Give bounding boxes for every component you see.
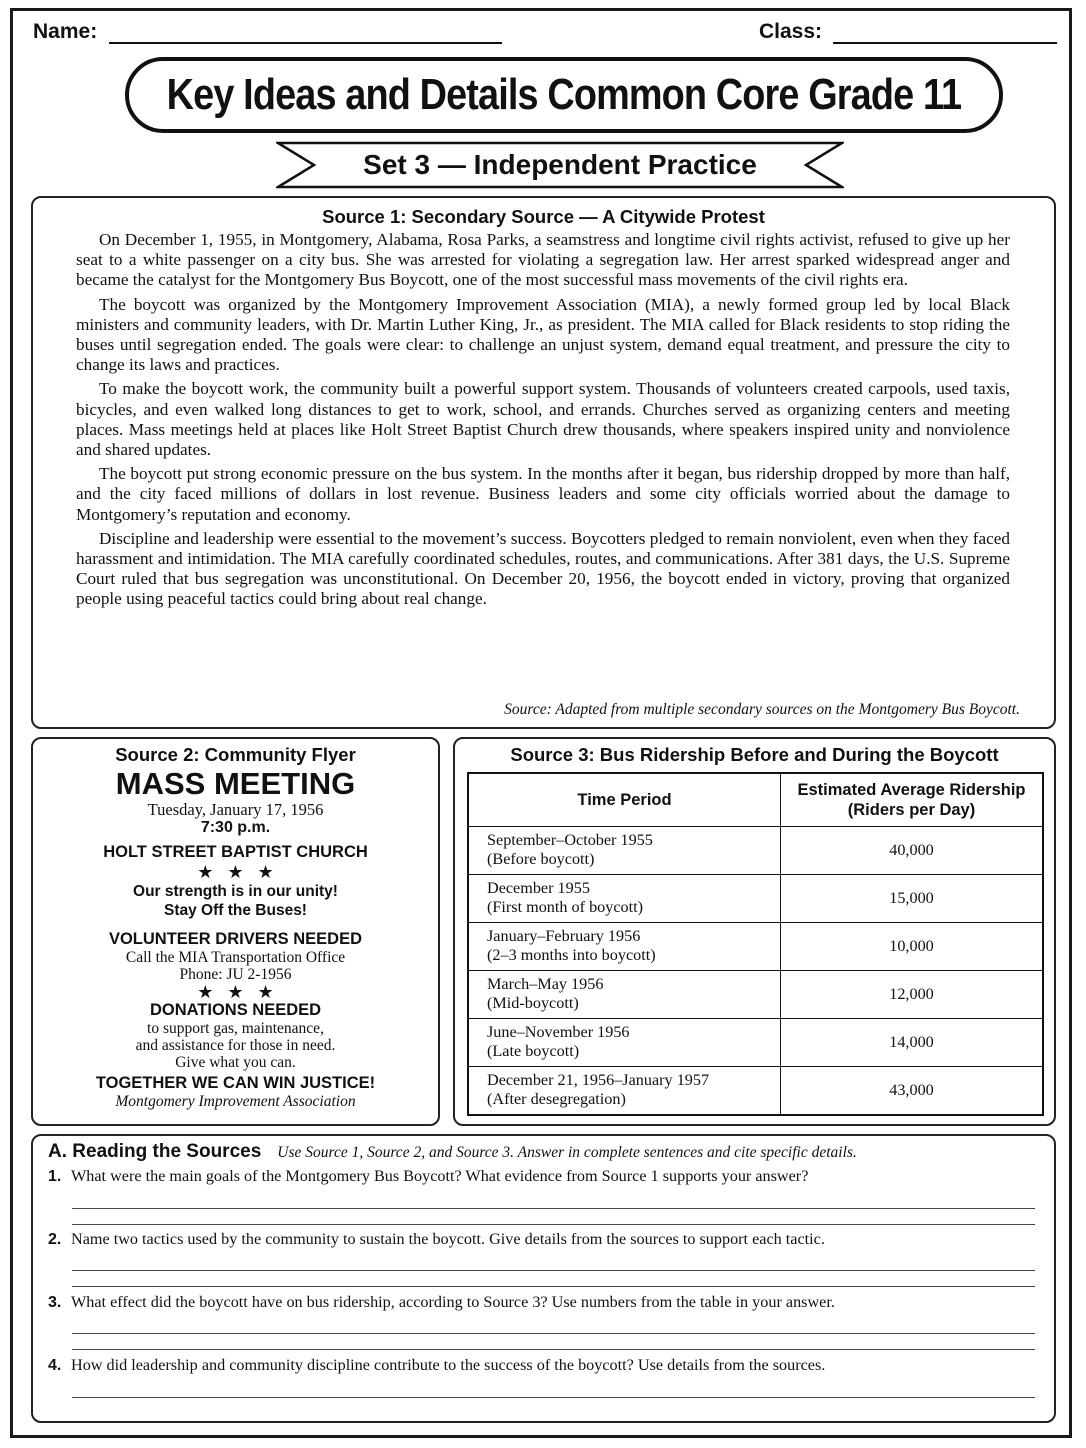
flyer-drivers-text: Call the MIA Transportation Office: [125, 949, 346, 966]
source1-paragraph: To make the boycott work, the community built a powerful support system. Thousands of volunteers created carpools, used taxis, bicycles, and even walked long distances to get to work, school, and errands. Churches served as organizing centers and meeting places. Mass meetings held at places like Holt Street Baptist Church drew thousands, where speakers inspired unity and nonviolence and shared updates.: [76, 379, 1010, 460]
flyer-phone: Phone: JU 2-1956: [179, 966, 292, 983]
question-item: [48, 1230, 1038, 1249]
flyer-title: MASS MEETING: [115, 766, 356, 801]
column-header-ridership-line2: (Riders per Day): [847, 801, 976, 819]
source1-paragraph: Discipline and leadership were essential to the movement’s success. Boycotters pledged to remain nonviolent, even when they faced harassment and intimidation. The MIA carefully coordinated schedules, routes, and communications. After 381 days, the U.S. Supreme Court ruled that bus segregation was unconstitutional. On December 20, 1956, the boycott ended in victory, proving that organized people using peaceful tactics could bring about real change.: [76, 528, 1010, 609]
flyer-date: Tuesday, January 17, 1956: [147, 800, 324, 819]
ridership-cell: 43,000: [781, 1066, 1044, 1115]
flyer-closing: TOGETHER WE CAN WIN JUSTICE!: [95, 1074, 376, 1092]
source1-heading: Source 1: Secondary Source — A Citywide Protest: [322, 206, 765, 227]
source1-panel: [31, 196, 1056, 729]
question-text: How did leadership and community discipline contribute to the success of the boycott? Use details from the sources.: [71, 1356, 826, 1374]
question-item: [48, 1167, 1038, 1186]
question-number: 3.: [48, 1294, 62, 1311]
table-row: [468, 874, 1043, 922]
answer-line[interactable]: [72, 1397, 1035, 1398]
table-row: [468, 970, 1043, 1018]
period-cell: September–October 1955 (Before boycott): [468, 827, 781, 875]
question-text: Name two tactics used by the community to sustain the boycott. Give details from the sources to support each tactic.: [71, 1230, 825, 1248]
table-header-row: [468, 773, 1043, 827]
source1-paragraph: The boycott put strong economic pressure on the bus system. In the months after it began, bus ridership dropped by more than half, and the city faced millions of dollars in lost revenue. Business leaders and some city officials worried about the damage to Montgomery’s reputation and economy.: [76, 464, 1010, 524]
answer-line[interactable]: [72, 1333, 1035, 1334]
question-number: 2.: [48, 1231, 62, 1248]
table-row: [468, 1018, 1043, 1066]
question-item: [48, 1293, 1038, 1312]
ridership-cell: 10,000: [781, 922, 1044, 970]
flyer-drivers-heading: VOLUNTEER DRIVERS NEEDED: [108, 930, 363, 948]
answer-line[interactable]: [72, 1270, 1035, 1271]
flyer-donations-text: to support gas, maintenance,: [147, 1020, 324, 1037]
name-field[interactable]: [109, 42, 502, 44]
flyer-donations-text: Give what you can.: [175, 1054, 296, 1071]
flyer-slogan: Our strength is in our unity!: [133, 883, 338, 900]
ridership-cell: 40,000: [781, 827, 1044, 875]
questions-header: [48, 1141, 857, 1163]
set-banner-label: Set 3 — Independent Practice: [363, 149, 757, 180]
flyer-donations-text: and assistance for those in need.: [135, 1037, 336, 1054]
worksheet-title-text: Key Ideas and Details Common Core Grade 11: [166, 70, 962, 119]
answer-line[interactable]: [72, 1208, 1035, 1209]
source1-credit: Source: Adapted from multiple secondary sources on the Montgomery Bus Boycott.: [504, 701, 1020, 718]
source2-heading: Source 2: Community Flyer: [115, 744, 356, 765]
star-divider-icon: ★★★: [197, 862, 288, 882]
period-cell: June–November 1956 (Late boycott): [468, 1018, 781, 1066]
table-row: [468, 827, 1043, 875]
questions-title: A. Reading the Sources: [48, 1141, 262, 1162]
table-row: [468, 1066, 1043, 1115]
table-row: [468, 922, 1043, 970]
answer-line[interactable]: [72, 1349, 1035, 1350]
flyer-time: 7:30 p.m.: [200, 819, 271, 836]
source3-panel: [453, 737, 1056, 1126]
flyer-donations-heading: DONATIONS NEEDED: [149, 1001, 322, 1019]
questions-instructions: Use Source 1, Source 2, and Source 3. Answer in complete sentences and cite specific details.: [277, 1144, 857, 1161]
period-cell: March–May 1956 (Mid-boycott): [468, 970, 781, 1018]
flyer-organization: Montgomery Improvement Association: [115, 1093, 356, 1110]
star-divider-icon: ★★★: [197, 982, 288, 1002]
name-label: Name:: [33, 20, 98, 43]
class-label: Class:: [759, 20, 823, 43]
flyer-slogan: Stay Off the Buses!: [164, 902, 307, 919]
ridership-cell: 15,000: [781, 874, 1044, 922]
name-class-row: [33, 18, 1058, 52]
source1-body: [33, 230, 1054, 610]
source1-paragraph: The boycott was organized by the Montgomery Improvement Association (MIA), a newly formed group led by local Black ministers and community leaders, with Dr. Martin Luther King, Jr., as president. The MIA called for Black residents to stop riding the buses until segregation ended. The goals were clear: to challenge an unjust system, demand equal treatment, and pressure the city to change its laws and practices.: [76, 294, 1010, 375]
question-number: 1.: [48, 1168, 62, 1185]
question-number: 4.: [48, 1357, 62, 1374]
set-banner: [276, 141, 844, 189]
column-header-period: Time Period: [468, 773, 781, 827]
source3-heading: Source 3: Bus Ridership Before and During the Boycott: [510, 744, 999, 765]
question-text: What were the main goals of the Montgomery Bus Boycott? What evidence from Source 1 supports your answer?: [71, 1167, 809, 1185]
questions-panel: [31, 1134, 1056, 1423]
period-cell: December 1955 (First month of boycott): [468, 874, 781, 922]
period-cell: December 21, 1956–January 1957 (After desegregation): [468, 1066, 781, 1115]
ridership-table: [467, 772, 1044, 1116]
ridership-cell: 12,000: [781, 970, 1044, 1018]
column-header-ridership: [781, 773, 1044, 827]
source2-flyer-panel: [31, 737, 440, 1126]
worksheet-title: [125, 57, 1003, 133]
answer-line[interactable]: [72, 1286, 1035, 1287]
question-text: What effect did the boycott have on bus ridership, according to Source 3? Use numbers from the table in your answer.: [71, 1293, 835, 1311]
source1-paragraph: On December 1, 1955, in Montgomery, Alabama, Rosa Parks, a seamstress and longtime civil rights activist, refused to give up her seat to a white passenger on a city bus. She was arrested for violating a segregation law. Her arrest sparked widespread anger and became the catalyst for the Montgomery Bus Boycott, one of the most successful mass movements of the civil rights era.: [76, 230, 1010, 290]
column-header-ridership-line1: Estimated Average Ridership: [797, 781, 1026, 799]
flyer-location: HOLT STREET BAPTIST CHURCH: [103, 843, 368, 861]
answer-line[interactable]: [72, 1224, 1035, 1225]
question-item: [48, 1356, 1038, 1375]
ridership-cell: 14,000: [781, 1018, 1044, 1066]
period-cell: January–February 1956 (2–3 months into boycott): [468, 922, 781, 970]
class-field[interactable]: [833, 42, 1057, 44]
